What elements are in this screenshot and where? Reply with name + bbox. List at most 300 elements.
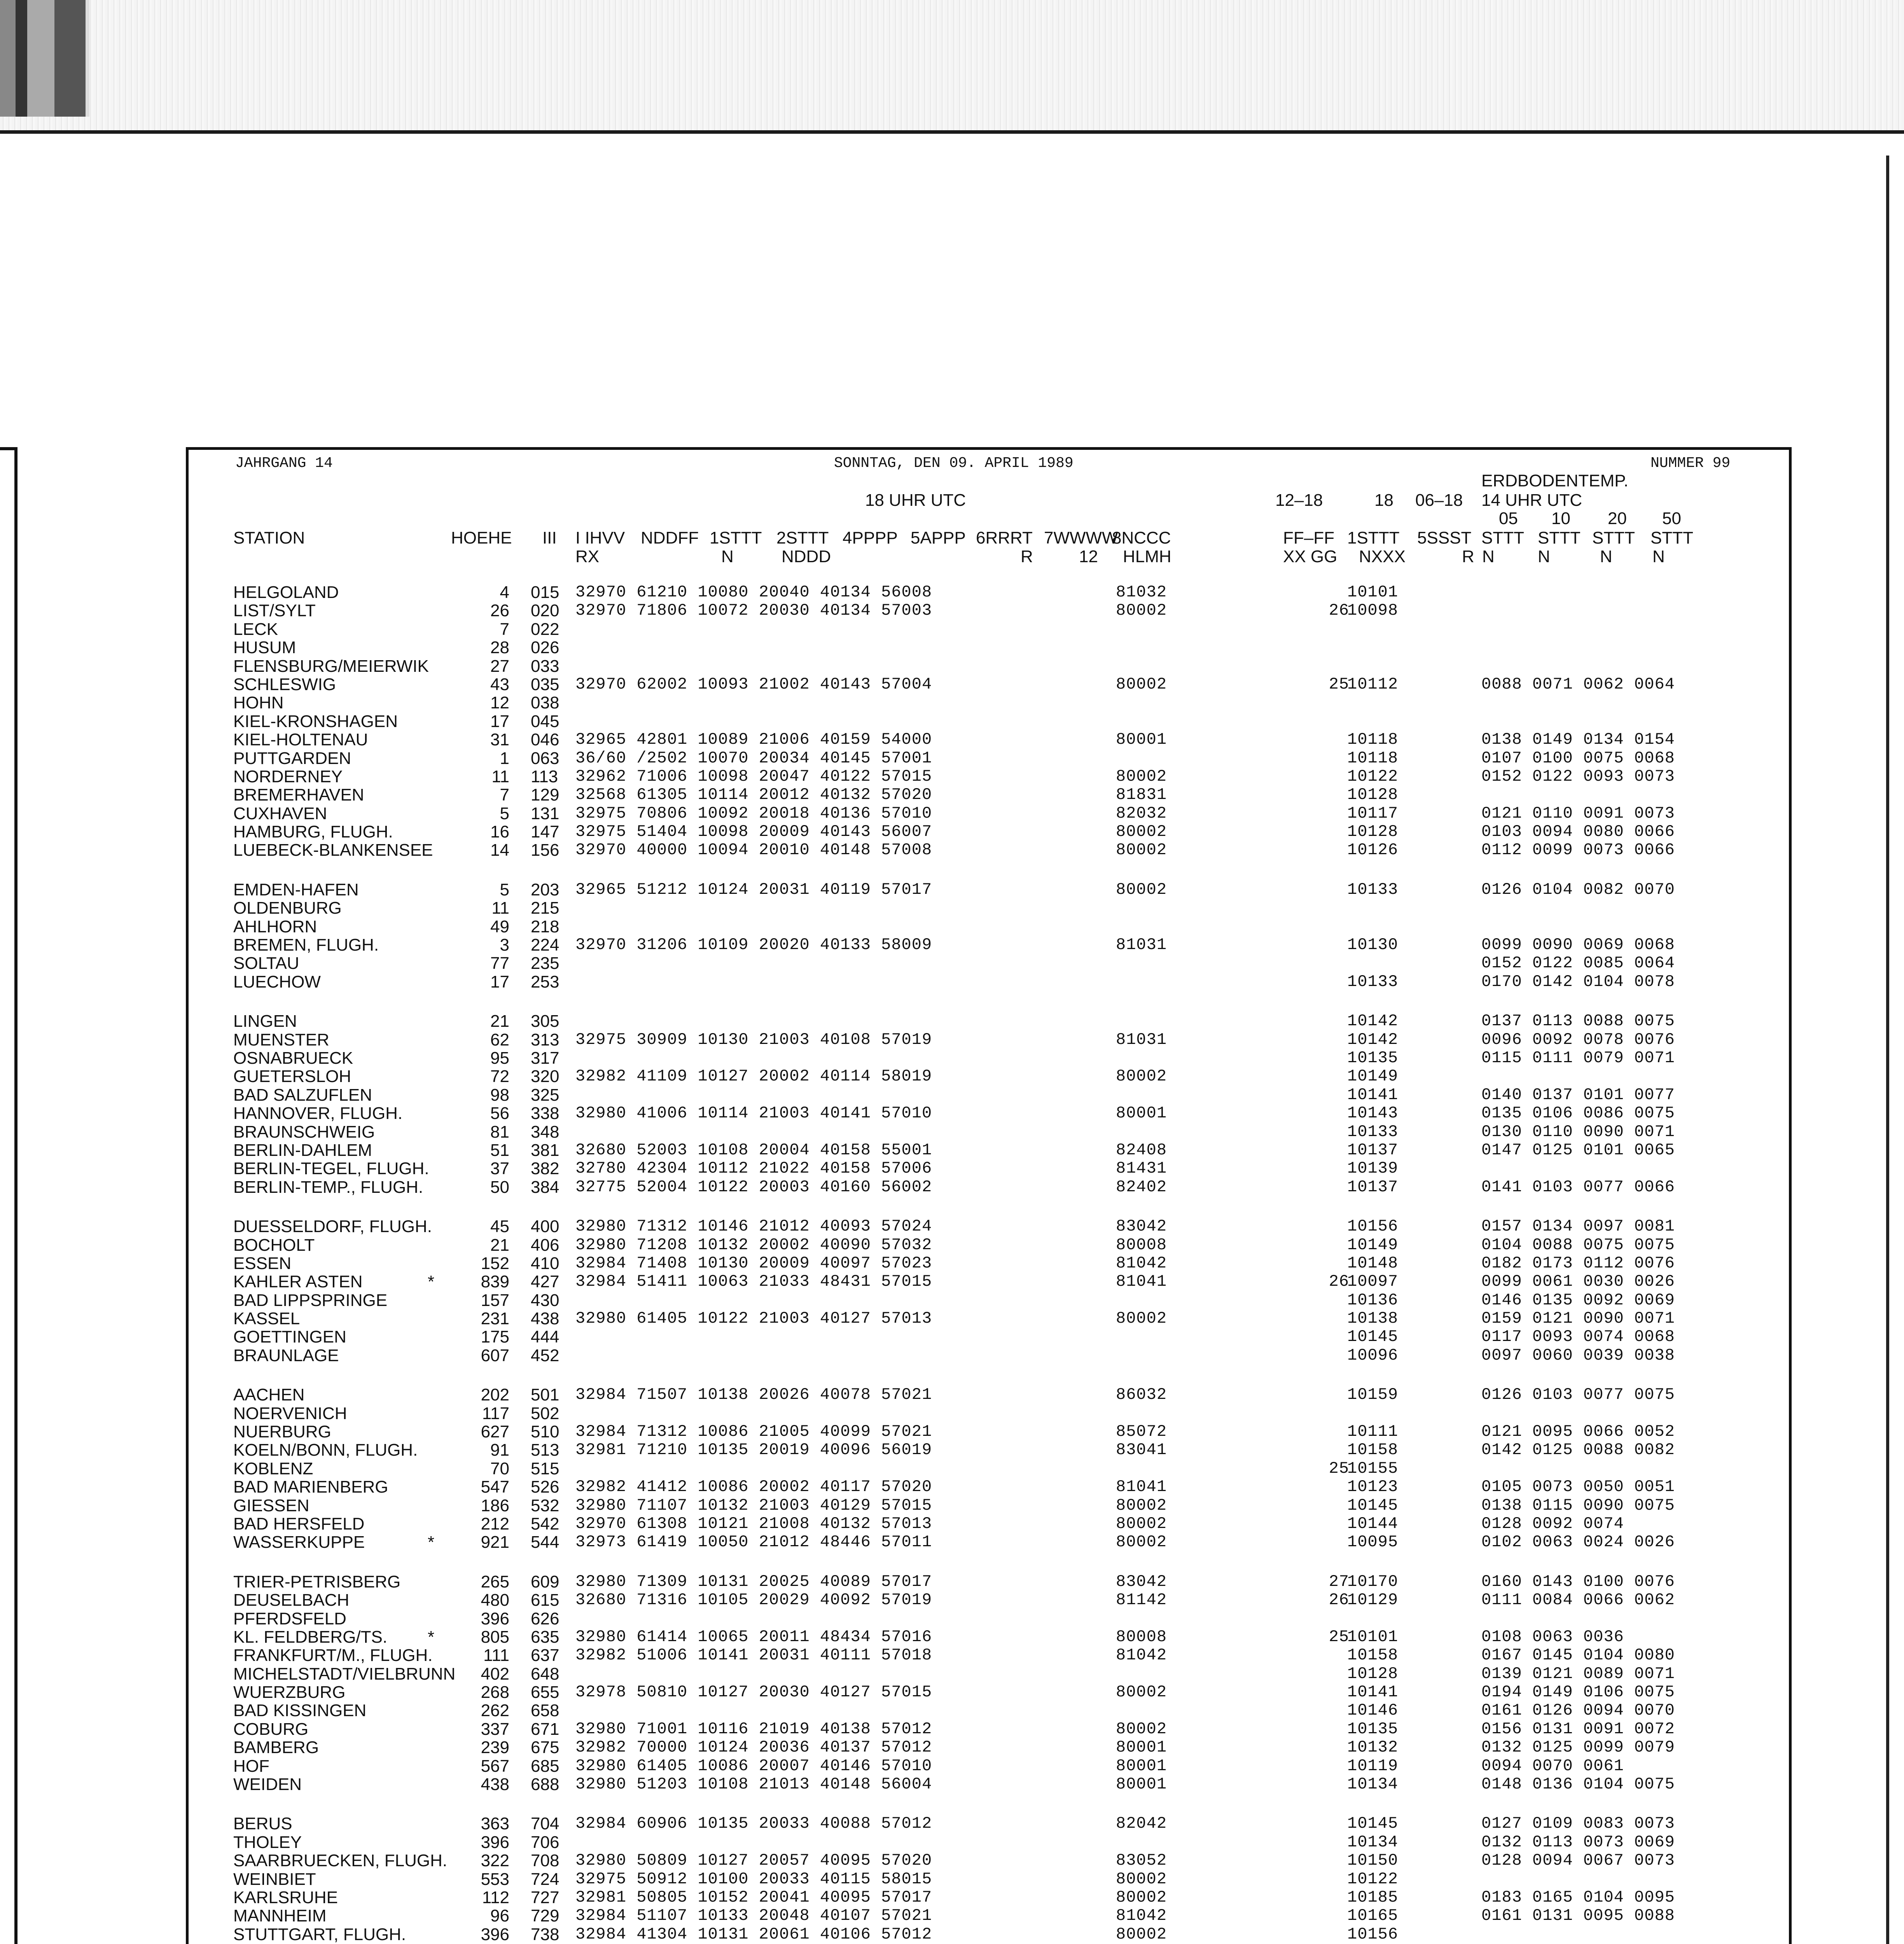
col-1sttt-18: 1STTT bbox=[1347, 528, 1400, 547]
cloud-group: 80002 bbox=[1116, 767, 1167, 786]
station-height: 112 bbox=[482, 1888, 509, 1907]
soil-temps: 0146 0135 0092 0069 bbox=[1481, 1290, 1675, 1309]
station-name: BOCHOLT bbox=[233, 1235, 315, 1255]
station-number: 626 bbox=[531, 1609, 559, 1628]
station-name: TRIER-PETRISBERG bbox=[233, 1572, 401, 1591]
cloud-group: 83052 bbox=[1116, 1851, 1167, 1870]
cloud-group: 80002 bbox=[1116, 601, 1167, 620]
station-name: FRANKFURT/M., FLUGH. bbox=[233, 1646, 433, 1665]
max-temp: 10097 bbox=[1347, 1272, 1399, 1291]
station-name: GIESSEN bbox=[233, 1496, 309, 1515]
gust-value: 26 bbox=[1329, 601, 1349, 620]
station-number: 671 bbox=[531, 1719, 559, 1739]
station-height: 37 bbox=[490, 1159, 509, 1178]
max-temp: 10143 bbox=[1347, 1104, 1399, 1123]
station-height: 547 bbox=[481, 1477, 509, 1497]
station-number: 400 bbox=[531, 1217, 559, 1236]
max-temp: 10134 bbox=[1347, 1775, 1399, 1794]
cloud-group: 81032 bbox=[1116, 583, 1167, 601]
table-row bbox=[0, 899, 1904, 917]
max-temp: 10123 bbox=[1347, 1477, 1399, 1496]
station-name: KOBLENZ bbox=[233, 1459, 313, 1478]
synop-groups: 32980 51203 10108 21013 40148 56004 bbox=[575, 1775, 932, 1794]
station-height: 265 bbox=[481, 1572, 509, 1591]
col-sttt-10: STTT bbox=[1538, 528, 1581, 547]
synop-groups: 32984 41304 10131 20061 40106 57012 bbox=[575, 1925, 932, 1944]
table-row bbox=[0, 1496, 1904, 1515]
soil-temps: 0103 0094 0080 0066 bbox=[1481, 822, 1675, 841]
max-temp: 10134 bbox=[1347, 1832, 1399, 1851]
station-number: 203 bbox=[531, 880, 559, 899]
soil-temps: 0140 0137 0101 0077 bbox=[1481, 1085, 1675, 1104]
cloud-group: 80002 bbox=[1116, 822, 1167, 841]
station-number: 727 bbox=[531, 1888, 559, 1907]
table-row bbox=[0, 1159, 1904, 1178]
synop-groups: 32984 51107 10133 20048 40107 57021 bbox=[575, 1906, 932, 1925]
station-name: COBURG bbox=[233, 1719, 309, 1739]
cloud-group: 82042 bbox=[1116, 1814, 1167, 1833]
table-row bbox=[0, 954, 1904, 972]
soil-temps: 0126 0103 0077 0075 bbox=[1481, 1385, 1675, 1404]
station-height: 152 bbox=[481, 1253, 509, 1273]
cloud-group: 81031 bbox=[1116, 935, 1167, 955]
soil-temps: 0194 0149 0106 0075 bbox=[1481, 1683, 1675, 1702]
table-row bbox=[0, 1833, 1904, 1851]
station-number: 325 bbox=[531, 1085, 559, 1105]
soil-temps: 0099 0090 0069 0068 bbox=[1481, 935, 1675, 955]
synop-groups: 32980 41006 10114 21003 40141 57010 bbox=[575, 1104, 932, 1123]
synop-groups: 32980 71309 10131 20025 40089 57017 bbox=[575, 1572, 932, 1591]
synop-groups: 32982 70000 10124 20036 40137 57012 bbox=[575, 1738, 932, 1757]
table-row bbox=[0, 1291, 1904, 1309]
synop-groups: 32984 71507 10138 20026 40078 57021 bbox=[575, 1385, 932, 1404]
table-row bbox=[0, 1236, 1904, 1254]
synop-groups: 32973 61419 10050 21012 48446 57011 bbox=[575, 1533, 932, 1552]
table-row bbox=[0, 1086, 1904, 1104]
gust-value: 25 bbox=[1329, 675, 1349, 694]
col-n-50: N bbox=[1652, 547, 1665, 566]
col-18: 18 bbox=[1374, 491, 1393, 510]
synop-groups: 32775 52004 10122 20003 40160 56002 bbox=[575, 1177, 932, 1196]
col-7wwww: 7WWWW bbox=[1044, 528, 1118, 547]
table-row bbox=[0, 1123, 1904, 1141]
soil-temps: 0102 0063 0024 0026 bbox=[1481, 1533, 1675, 1552]
max-temp: 10128 bbox=[1347, 1664, 1399, 1683]
cloud-group: 80002 bbox=[1116, 1869, 1167, 1888]
station-height: 480 bbox=[481, 1591, 509, 1610]
cloud-group: 81042 bbox=[1116, 1906, 1167, 1925]
table-row bbox=[0, 1386, 1904, 1404]
table-row bbox=[0, 1701, 1904, 1720]
issue-year: JAHRGANG 14 bbox=[235, 455, 333, 472]
station-number: 046 bbox=[531, 730, 559, 750]
station-name: HOF bbox=[233, 1756, 269, 1776]
table-row bbox=[0, 1012, 1904, 1030]
station-name: OLDENBURG bbox=[233, 899, 342, 918]
max-temp: 10185 bbox=[1347, 1888, 1399, 1907]
station-height: 337 bbox=[481, 1719, 509, 1739]
station-height: 51 bbox=[490, 1140, 509, 1160]
station-height: 553 bbox=[481, 1869, 509, 1889]
soil-temps: 0105 0073 0050 0051 bbox=[1481, 1477, 1675, 1496]
cloud-group: 82408 bbox=[1116, 1140, 1167, 1159]
cloud-group: 82402 bbox=[1116, 1177, 1167, 1196]
table-row bbox=[0, 1328, 1904, 1346]
synop-groups: 32982 41109 10127 20002 40114 58019 bbox=[575, 1067, 932, 1086]
table-row bbox=[0, 1441, 1904, 1459]
cloud-group: 83042 bbox=[1116, 1217, 1167, 1236]
station-name: BERLIN-TEGEL, FLUGH. bbox=[233, 1159, 429, 1178]
station-height: 49 bbox=[490, 917, 509, 936]
station-number: 637 bbox=[531, 1646, 559, 1665]
station-number: 708 bbox=[531, 1851, 559, 1871]
gust-value: 25 bbox=[1329, 1627, 1349, 1646]
col-hoehe: HOEHE bbox=[451, 528, 512, 547]
max-temp: 10141 bbox=[1347, 1085, 1399, 1104]
col-n-05: N bbox=[1482, 547, 1495, 566]
table-row bbox=[0, 1907, 1904, 1925]
max-temp: 10137 bbox=[1347, 1140, 1399, 1159]
station-height: 396 bbox=[481, 1925, 509, 1944]
table-row bbox=[0, 620, 1904, 638]
col-8nccc: 8NCCC bbox=[1112, 528, 1171, 547]
table-row bbox=[0, 1870, 1904, 1888]
station-number: 113 bbox=[531, 767, 558, 786]
cloud-group: 82032 bbox=[1116, 804, 1167, 823]
cloud-group: 80002 bbox=[1116, 1719, 1167, 1738]
station-name: LECK bbox=[233, 619, 278, 639]
station-name: SAARBRUECKEN, FLUGH. bbox=[233, 1851, 448, 1871]
station-name: WEINBIET bbox=[233, 1869, 316, 1889]
cloud-group: 81042 bbox=[1116, 1253, 1167, 1273]
soil-temps: 0161 0126 0094 0070 bbox=[1481, 1701, 1675, 1720]
group-gap bbox=[0, 1552, 1904, 1573]
station-height: 14 bbox=[490, 841, 509, 860]
col-12: 12 bbox=[1079, 547, 1098, 566]
table-row bbox=[0, 1067, 1904, 1086]
col-n-20: N bbox=[1600, 547, 1612, 566]
station-height: 77 bbox=[490, 954, 509, 973]
station-number: 544 bbox=[531, 1533, 559, 1552]
col-station: STATION bbox=[233, 528, 305, 547]
cloud-group: 81041 bbox=[1116, 1477, 1167, 1496]
cloud-group: 80002 bbox=[1116, 880, 1167, 899]
station-number: 033 bbox=[531, 656, 559, 676]
mountain-station-marker: * bbox=[428, 1533, 435, 1552]
synop-groups: 36/60 /2502 10070 20034 40145 57001 bbox=[575, 748, 932, 767]
station-name: GUETERSLOH bbox=[233, 1067, 351, 1086]
table-row bbox=[0, 918, 1904, 936]
station-height: 402 bbox=[481, 1664, 509, 1684]
table-row bbox=[0, 1738, 1904, 1757]
station-name: KARLSRUHE bbox=[233, 1888, 338, 1907]
col-iihvv: I IHVV bbox=[575, 528, 625, 547]
station-name: HOHN bbox=[233, 693, 284, 713]
max-temp: 10132 bbox=[1347, 1738, 1399, 1757]
synop-groups: 32984 71408 10130 20009 40097 57023 bbox=[575, 1253, 932, 1273]
station-name: BERLIN-TEMP., FLUGH. bbox=[233, 1177, 423, 1197]
station-name: CUXHAVEN bbox=[233, 804, 327, 823]
max-temp: 10135 bbox=[1347, 1719, 1399, 1738]
soil-temps: 0115 0111 0079 0071 bbox=[1481, 1048, 1675, 1067]
max-temp: 10128 bbox=[1347, 785, 1399, 804]
synop-groups: 32970 31206 10109 20020 40133 58009 bbox=[575, 935, 932, 955]
table-row bbox=[0, 1775, 1904, 1794]
col-ff-ff: FF–FF bbox=[1283, 528, 1334, 547]
station-number: 706 bbox=[531, 1832, 559, 1852]
max-temp: 10142 bbox=[1347, 1030, 1399, 1049]
table-row bbox=[0, 1104, 1904, 1122]
scan-border-top bbox=[0, 0, 1904, 132]
cloud-group: 81431 bbox=[1116, 1159, 1167, 1178]
soil-temps: 0112 0099 0073 0066 bbox=[1481, 841, 1675, 860]
group-gap bbox=[0, 991, 1904, 1012]
col-4pppp: 4PPPP bbox=[843, 528, 898, 547]
mountain-station-marker: * bbox=[428, 1272, 435, 1292]
soil-temps: 0156 0131 0091 0072 bbox=[1481, 1719, 1675, 1738]
table-row bbox=[0, 1254, 1904, 1273]
table-row bbox=[0, 881, 1904, 899]
station-number: 348 bbox=[531, 1122, 559, 1142]
table-row bbox=[0, 804, 1904, 823]
soil-temps: 0157 0134 0097 0081 bbox=[1481, 1217, 1675, 1236]
table-row bbox=[0, 712, 1904, 731]
table-row bbox=[0, 1683, 1904, 1701]
soil-temps: 0148 0136 0104 0075 bbox=[1481, 1775, 1675, 1794]
station-height: 11 bbox=[491, 767, 509, 786]
soil-temps: 0160 0143 0100 0076 bbox=[1481, 1572, 1675, 1591]
station-height: 62 bbox=[490, 1030, 509, 1049]
synop-groups: 32980 61405 10122 21003 40127 57013 bbox=[575, 1309, 932, 1328]
max-temp: 10101 bbox=[1347, 583, 1399, 601]
table-row bbox=[0, 1757, 1904, 1775]
table-row bbox=[0, 1031, 1904, 1049]
cloud-group: 81042 bbox=[1116, 1646, 1167, 1665]
synop-groups: 32980 50809 10127 20057 40095 57020 bbox=[575, 1851, 932, 1870]
station-height: 31 bbox=[490, 730, 509, 750]
station-number: 215 bbox=[531, 899, 559, 918]
issue-number: NUMMER 99 bbox=[1650, 455, 1731, 472]
soil-temps: 0088 0071 0062 0064 bbox=[1481, 675, 1675, 694]
station-name: BAD SALZUFLEN bbox=[233, 1085, 372, 1105]
station-number: 635 bbox=[531, 1627, 559, 1647]
station-name: AHLHORN bbox=[233, 917, 317, 936]
soil-temps: 0167 0145 0104 0080 bbox=[1481, 1646, 1675, 1665]
station-number: 688 bbox=[531, 1775, 559, 1794]
station-name: LUECHOW bbox=[233, 972, 321, 991]
synop-groups: 32981 71210 10135 20019 40096 56019 bbox=[575, 1441, 932, 1460]
station-number: 729 bbox=[531, 1906, 559, 1926]
scan-edge-line bbox=[0, 130, 1904, 134]
col-n-10: N bbox=[1538, 547, 1550, 566]
max-temp: 10145 bbox=[1347, 1496, 1399, 1515]
table-row bbox=[0, 1665, 1904, 1683]
station-number: 501 bbox=[531, 1385, 559, 1405]
col-xx-gg: XX GG bbox=[1283, 547, 1338, 566]
station-height: 111 bbox=[483, 1646, 509, 1665]
station-height: 27 bbox=[490, 656, 509, 676]
table-row bbox=[0, 841, 1904, 859]
station-name: ESSEN bbox=[233, 1253, 292, 1273]
station-height: 396 bbox=[481, 1832, 509, 1852]
col-18-uhr-utc: 18 UHR UTC bbox=[865, 491, 966, 510]
soil-temps: 0152 0122 0093 0073 bbox=[1481, 767, 1675, 786]
station-number: 038 bbox=[531, 693, 559, 713]
station-height: 50 bbox=[490, 1177, 509, 1197]
station-name: NUERBURG bbox=[233, 1422, 331, 1442]
station-height: 91 bbox=[490, 1441, 509, 1460]
cloud-group: 80002 bbox=[1116, 675, 1167, 694]
station-number: 384 bbox=[531, 1177, 559, 1197]
station-name: BAD MARIENBERG bbox=[233, 1477, 388, 1497]
station-height: 70 bbox=[490, 1459, 509, 1478]
max-temp: 10159 bbox=[1347, 1385, 1399, 1404]
station-name: SOLTAU bbox=[233, 954, 299, 973]
station-number: 724 bbox=[531, 1869, 559, 1889]
max-temp: 10149 bbox=[1347, 1235, 1399, 1254]
station-height: 4 bbox=[500, 583, 509, 602]
col-erdbodentemp: ERDBODENTEMP. bbox=[1481, 471, 1629, 490]
synop-groups: 32978 50810 10127 20030 40127 57015 bbox=[575, 1683, 932, 1702]
station-number: 410 bbox=[531, 1253, 559, 1273]
station-number: 532 bbox=[531, 1496, 559, 1515]
group-gap bbox=[0, 1794, 1904, 1815]
station-height: 21 bbox=[490, 1012, 509, 1031]
station-height: 5 bbox=[500, 880, 509, 899]
soil-temps: 0094 0070 0061 bbox=[1481, 1756, 1624, 1775]
station-height: 7 bbox=[500, 785, 509, 805]
max-temp: 10145 bbox=[1347, 1327, 1399, 1346]
max-temp: 10156 bbox=[1347, 1217, 1399, 1236]
max-temp: 10118 bbox=[1347, 748, 1399, 767]
station-name: HELGOLAND bbox=[233, 583, 339, 602]
col-depth-05: 05 bbox=[1499, 509, 1518, 528]
cloud-group: 80001 bbox=[1116, 1104, 1167, 1123]
col-06-18: 06–18 bbox=[1415, 491, 1463, 510]
cloud-group: 80002 bbox=[1116, 1514, 1167, 1533]
station-name: WUERZBURG bbox=[233, 1683, 346, 1702]
soil-temps: 0104 0088 0075 0075 bbox=[1481, 1235, 1675, 1254]
table-row bbox=[0, 638, 1904, 657]
soil-temps: 0159 0121 0090 0071 bbox=[1481, 1309, 1675, 1328]
station-number: 026 bbox=[531, 638, 559, 657]
table-row bbox=[0, 1217, 1904, 1236]
table-row bbox=[0, 1423, 1904, 1441]
station-number: 131 bbox=[531, 804, 559, 823]
col-iii: III bbox=[542, 528, 557, 547]
max-temp: 10126 bbox=[1347, 841, 1399, 860]
soil-temps: 0099 0061 0030 0026 bbox=[1481, 1272, 1675, 1291]
gust-value: 26 bbox=[1329, 1272, 1349, 1291]
station-height: 607 bbox=[481, 1346, 509, 1365]
max-temp: 10146 bbox=[1347, 1701, 1399, 1720]
cloud-group: 80002 bbox=[1116, 1683, 1167, 1702]
col-5appp: 5APPP bbox=[911, 528, 966, 547]
synop-groups: 32568 61305 10114 20012 40132 57020 bbox=[575, 785, 932, 804]
station-name: EMDEN-HAFEN bbox=[233, 880, 359, 899]
cloud-group: 80008 bbox=[1116, 1627, 1167, 1646]
max-temp: 10149 bbox=[1347, 1067, 1399, 1086]
soil-temps: 0127 0109 0083 0073 bbox=[1481, 1814, 1675, 1833]
station-name: HAMBURG, FLUGH. bbox=[233, 822, 393, 842]
cloud-group: 80002 bbox=[1116, 1309, 1167, 1328]
synop-groups: 32975 30909 10130 21003 40108 57019 bbox=[575, 1030, 932, 1049]
max-temp: 10118 bbox=[1347, 730, 1399, 749]
station-name: BAD LIPPSPRINGE bbox=[233, 1290, 388, 1310]
station-number: 648 bbox=[531, 1664, 559, 1684]
station-name: BAD KISSINGEN bbox=[233, 1701, 367, 1720]
station-name: BERLIN-DAHLEM bbox=[233, 1140, 372, 1160]
table-row bbox=[0, 767, 1904, 786]
synop-groups: 32970 61210 10080 20040 40134 56008 bbox=[575, 583, 932, 601]
station-height: 627 bbox=[481, 1422, 509, 1442]
soil-temps: 0130 0110 0090 0071 bbox=[1481, 1122, 1675, 1141]
table-row bbox=[0, 1049, 1904, 1067]
station-height: 262 bbox=[481, 1701, 509, 1720]
station-name: HANNOVER, FLUGH. bbox=[233, 1104, 403, 1123]
synop-groups: 32975 51404 10098 20009 40143 56007 bbox=[575, 822, 932, 841]
group-gap bbox=[0, 860, 1904, 881]
table-row bbox=[0, 1815, 1904, 1833]
max-temp: 10141 bbox=[1347, 1683, 1399, 1702]
col-5ssst: 5SSST bbox=[1417, 528, 1472, 547]
cloud-group: 80002 bbox=[1116, 1925, 1167, 1944]
max-temp: 10122 bbox=[1347, 767, 1399, 786]
max-temp: 10144 bbox=[1347, 1514, 1399, 1533]
table-row bbox=[0, 1573, 1904, 1591]
station-number: 235 bbox=[531, 954, 559, 973]
station-height: 322 bbox=[481, 1851, 509, 1871]
station-number: 320 bbox=[531, 1067, 559, 1086]
station-height: 17 bbox=[490, 712, 509, 731]
max-temp: 10095 bbox=[1347, 1533, 1399, 1552]
table-row bbox=[0, 1851, 1904, 1870]
station-number: 253 bbox=[531, 972, 559, 991]
station-number: 655 bbox=[531, 1683, 559, 1702]
soil-temps: 0183 0165 0104 0095 bbox=[1481, 1888, 1675, 1907]
soil-temps: 0147 0125 0101 0065 bbox=[1481, 1140, 1675, 1159]
col-1sttt: 1STTT bbox=[710, 528, 762, 547]
station-height: 268 bbox=[481, 1683, 509, 1702]
station-name: BRAUNLAGE bbox=[233, 1346, 339, 1365]
cloud-group: 80001 bbox=[1116, 730, 1167, 749]
synop-groups: 32980 61414 10065 20011 48434 57016 bbox=[575, 1627, 932, 1646]
max-temp: 10133 bbox=[1347, 1122, 1399, 1141]
station-name: LUEBECK-BLANKENSEE bbox=[233, 841, 433, 860]
gust-value: 25 bbox=[1329, 1459, 1349, 1478]
max-temp: 10112 bbox=[1347, 675, 1399, 694]
station-number: 542 bbox=[531, 1514, 559, 1533]
mountain-station-marker: * bbox=[428, 1627, 435, 1647]
col-nxxx: NXXX bbox=[1359, 547, 1406, 566]
synop-groups: 32680 71316 10105 20029 40092 57019 bbox=[575, 1591, 932, 1610]
synop-groups: 32970 71806 10072 20030 40134 57003 bbox=[575, 601, 932, 620]
soil-temps: 0128 0094 0067 0073 bbox=[1481, 1851, 1675, 1870]
station-height: 72 bbox=[490, 1067, 509, 1086]
station-number: 609 bbox=[531, 1572, 559, 1591]
station-number: 526 bbox=[531, 1477, 559, 1497]
table-row bbox=[0, 1720, 1904, 1738]
max-temp: 10117 bbox=[1347, 804, 1399, 823]
station-number: 218 bbox=[531, 917, 559, 936]
synop-groups: 32984 71312 10086 21005 40099 57021 bbox=[575, 1422, 932, 1441]
station-number: 035 bbox=[531, 675, 559, 694]
soil-temps: 0132 0125 0099 0079 bbox=[1481, 1738, 1675, 1757]
soil-temps: 0138 0149 0134 0154 bbox=[1481, 730, 1675, 749]
cloud-group: 80001 bbox=[1116, 1738, 1167, 1757]
table-row bbox=[0, 1515, 1904, 1533]
soil-temps: 0126 0104 0082 0070 bbox=[1481, 880, 1675, 899]
